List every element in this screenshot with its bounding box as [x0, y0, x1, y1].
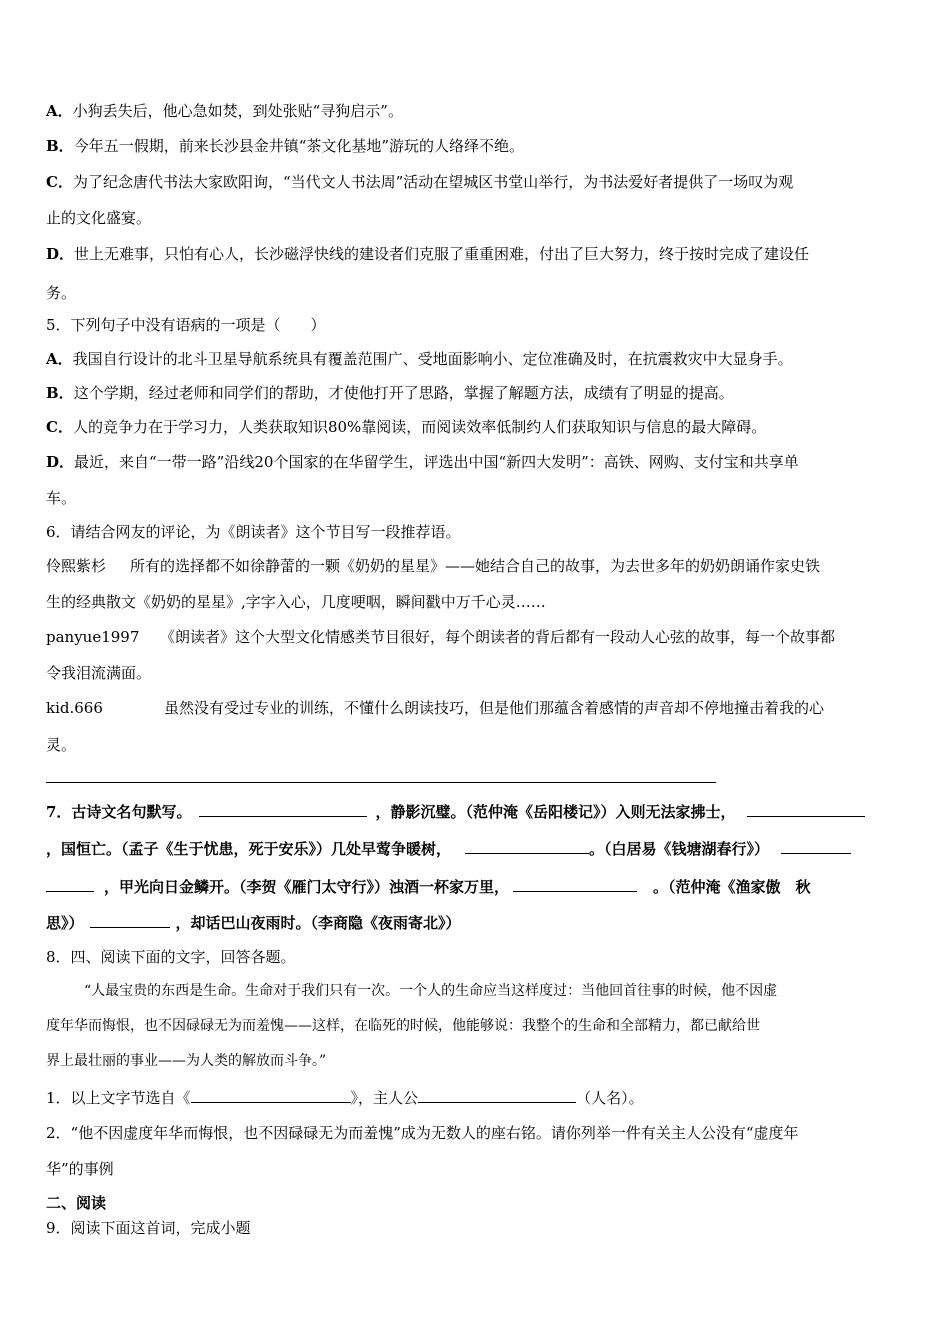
q6-comment-1-cont: 生的经典散文《奶奶的星星》,字字入心，几度哽咽，瞬间戳中万千心灵…… — [46, 593, 546, 611]
option-label: D． — [46, 453, 75, 471]
q7-text: ，静影沉璧。（范仲淹《岳阳楼记》）入则无法家拂士， — [375, 803, 736, 821]
option-text: 世上无难事，只怕有心人，长沙磁浮快线的建设者们克服了重重困难，付出了巨大努力，终于按时完成了建设任 — [74, 245, 810, 263]
q5-option-c — [46, 416, 766, 438]
q9-stem: 9．阅读下面这首词，完成小题 — [46, 1219, 251, 1237]
sub1-text: （人名）。 — [576, 1089, 644, 1107]
q6-stem: 6．请结合网友的评论，为《朗读者》这个节目写一段推荐语。 — [46, 523, 461, 541]
q7-blank-3[interactable] — [465, 839, 589, 854]
option-label: C． — [46, 418, 73, 436]
comment-user: 伶熙紫杉 — [46, 557, 107, 575]
option-text: 这个学期，经过老师和同学们的帮助，才使他打开了思路，掌握了解题方法，成绩有了明显的提高。 — [73, 384, 734, 402]
q7-blank-2[interactable] — [747, 802, 865, 817]
q7-line-4 — [46, 912, 461, 934]
comment-user: panyue1997 — [46, 628, 140, 646]
q7-text: 。（白居易《钱塘湖春行》） — [589, 840, 770, 858]
q8-blank-name[interactable] — [418, 1088, 576, 1103]
q7-text: 思》） — [46, 914, 84, 932]
q6-comment-2 — [46, 626, 835, 648]
q8-blank-title[interactable] — [191, 1088, 351, 1103]
option-text: 最近，来自“一带一路”沿线20个国家的在华留学生，评选出中国“新四大发明”：高铁、网购、支付宝和共享单 — [74, 453, 799, 471]
q6-comment-3 — [46, 697, 824, 719]
q5-stem: 5．下列句子中没有语病的一项是（ ） — [46, 316, 326, 334]
q7-text: 。（范仲淹《渔家傲 秋 — [653, 878, 811, 896]
option-label: A． — [46, 350, 73, 368]
q7-prefix: 7．古诗文名句默写。 — [46, 803, 192, 821]
q5-option-d — [46, 451, 799, 473]
q8-passage-line-1: “人最宝贵的东西是生命。生命对于我们只有一次。一个人的生命应当这样度过：当他回首往事的时候，他不因虚 — [84, 983, 778, 999]
q5-option-b — [46, 382, 734, 404]
q7-line-2 — [46, 838, 851, 860]
option-label: A． — [46, 102, 73, 120]
q6-comment-1 — [46, 555, 820, 577]
q7-blank-6[interactable] — [90, 913, 170, 928]
q6-answer-line[interactable] — [46, 782, 716, 783]
q7-blank-4[interactable] — [781, 839, 851, 854]
comment-text: 虽然没有受过专业的训练，不懂什么朗读技巧，但是他们那蕴含着感情的声音却不停地撞击着我的心 — [164, 699, 825, 717]
option-label: B． — [46, 384, 74, 402]
q5-option-a — [46, 348, 793, 370]
option-label: D． — [46, 245, 75, 263]
q7-blank-5[interactable] — [513, 877, 637, 892]
q8-sub-2-cont: 华”的事例 — [46, 1160, 114, 1178]
option-text: 今年五一假期，前来长沙县金井镇“茶文化基地”游玩的人络绎不绝。 — [73, 137, 525, 155]
q4-option-c — [46, 171, 793, 193]
section-2-heading: 二、阅读 — [46, 1194, 107, 1212]
q7-text: ，甲光向日金鳞开。（李贺《雁门太守行》）浊酒一杯家万里， — [104, 878, 510, 896]
q7-blank-1[interactable] — [199, 802, 367, 817]
q7-line-1 — [46, 801, 865, 823]
sub1-text: 》，主人公 — [350, 1089, 419, 1107]
option-text: 为了纪念唐代书法大家欧阳询，“当代文人书法周”活动在望城区书堂山举行，为书法爱好者提供了一场叹为观 — [72, 173, 794, 191]
option-label: B． — [46, 137, 74, 155]
q7-line-3 — [46, 876, 811, 898]
q7-blank-4-cont[interactable] — [46, 877, 94, 892]
q7-text: ，国恒亡。（孟子《生于忧患，死于安乐》）几处早莺争暖树， — [46, 840, 452, 858]
q6-comment-3-cont: 灵。 — [46, 736, 77, 754]
q8-passage-line-3: 界上最壮丽的事业——为人类的解放而斗争。” — [46, 1053, 327, 1069]
option-text: 小狗丢失后，他心急如焚，到处张贴“寻狗启示”。 — [72, 102, 403, 120]
q5-option-d-cont: 车。 — [46, 489, 77, 507]
q8-passage-line-2: 度年华而悔恨，也不因碌碌无为而羞愧——这样，在临死的时候，他能够说：我整个的生命和全部精力，都已献给世 — [46, 1018, 760, 1034]
option-label: C． — [46, 173, 73, 191]
q8-stem: 8．四、阅读下面的文字，回答各题。 — [46, 948, 296, 966]
q7-text: ，却话巴山夜雨时。（李商隐《夜雨寄北》） — [175, 914, 461, 932]
q4-option-d-cont: 务。 — [46, 284, 77, 302]
comment-text: 所有的选择都不如徐静蕾的一颗《奶奶的星星》——她结合自己的故事，为去世多年的奶奶朗诵作家史铁 — [130, 557, 821, 575]
option-text: 人的竞争力在于学习力，人类获取知识80%靠阅读，而阅读效率低制约人们获取知识与信息的最大障碍。 — [72, 418, 767, 436]
comment-text: 《朗读者》这个大型文化情感类节目很好，每个朗读者的背后都有一段动人心弦的故事，每一个故事都 — [160, 628, 836, 646]
option-text: 我国自行设计的北斗卫星导航系统具有覆盖范围广、受地面影响小、定位准确及时，在抗震救灾中大显身手。 — [72, 350, 793, 368]
comment-user: kid.666 — [46, 699, 103, 717]
q4-option-d — [46, 243, 809, 265]
q4-option-a — [46, 100, 403, 122]
q8-sub-1 — [46, 1087, 644, 1109]
q4-option-c-cont: 止的文化盛宴。 — [46, 209, 152, 227]
q4-option-b — [46, 135, 524, 157]
sub1-text: 1．以上文字节选自《 — [46, 1089, 191, 1107]
q6-comment-2-cont: 令我泪流满面。 — [46, 664, 152, 682]
q8-sub-2: 2．“他不因虚度年华而悔恨，也不因碌碌无为而羞愧”成为无数人的座右铭。请你列举一件有关主人公没有“虚度年 — [46, 1124, 799, 1142]
